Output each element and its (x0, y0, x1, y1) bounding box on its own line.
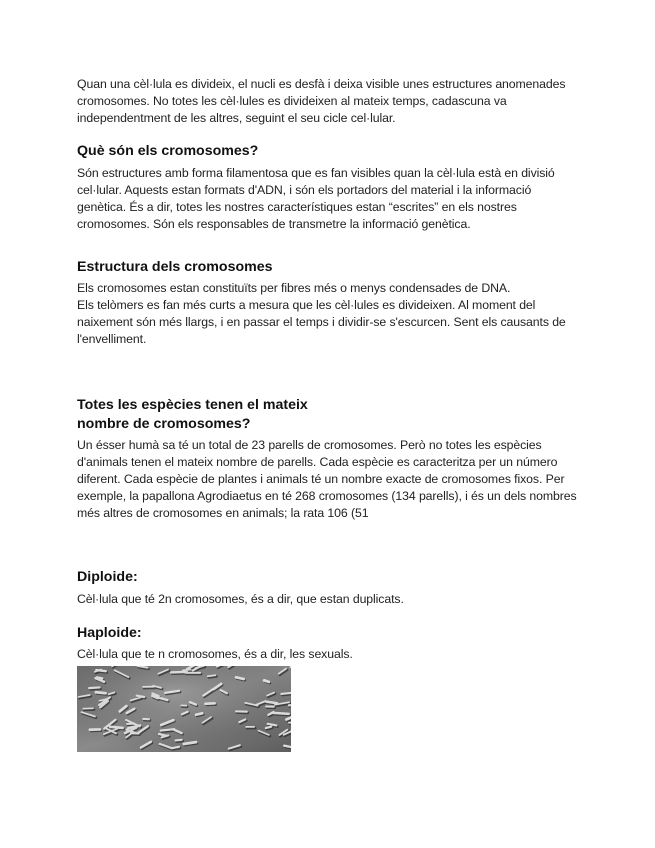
chromosome-strand (266, 727, 271, 728)
diploide-paragraph: Cèl·lula que té 2n cromosomes, és a dir, que estan duplicats. (77, 592, 404, 606)
chromosome-strand (281, 693, 291, 694)
chromosome-strand (161, 729, 175, 730)
chromosome-shadow (290, 724, 291, 725)
totes-especies-paragraph: Un ésser humà sa té un total de 23 parells de cromosomes. Però no totes les espècies d'animals tenen el mateix nombre de parells. Cada espècie es caracteritza per un número diferent. Cada espècie de plantes i animals té un nombre exacte de cromosomes fixos. Per exemple, la papallona Agrodiaetus en té 268 cromosomes (134 parells), i és un dels nombres més altres de cromosomes en animals; la rata 106 (51 (77, 438, 577, 520)
heading-que-son-cromosomes: Què són els cromosomes? (77, 143, 259, 159)
chromosome-strand (172, 747, 179, 748)
chromosome-strand (267, 702, 277, 703)
document-page (77, 76, 577, 752)
chromosome-strand (137, 696, 144, 697)
chromosome-strand (171, 672, 187, 673)
chromosomes-micrograph-image (77, 666, 291, 752)
heading-haploide: Haploide: (77, 625, 142, 641)
chromosome-strand (96, 692, 106, 693)
chromosome-strand (184, 742, 196, 744)
chromosome-strand (110, 727, 123, 728)
chromosome-strand (236, 677, 244, 679)
chromosome-strand (289, 723, 291, 724)
que-son-paragraph: Són estructures amb forma filamentosa que es fan visibles quan la cèl·lula està en divisió cel·lular. Aquests estan formats d'ADN, i són els portadors del material i la informació genètica. És a dir, totes les nostres característiques estan “escrites” en els nostres cromosomes. Són els responsables de transmetre la informació genètica. (77, 166, 555, 231)
intro-paragraph: Quan una cèl·lula es divideix, el nucli es desfà i deixa visible unes estructures anomenades cromosomes. No totes les cèl·lules es divideixen al mateix temps, cadascuna va independentment de les altres, seguint el seu cicle cel·lular. (77, 77, 566, 125)
chromosome-strand (196, 713, 202, 714)
heading-estructura-cromosomes: Estructura dels cromosomes (77, 259, 273, 275)
haploide-paragraph: Cèl·lula que te n cromosomes, és a dir, les sexuals. (77, 647, 353, 661)
chromosome-strand (264, 680, 269, 682)
chromosome-strand (176, 740, 182, 741)
heading-totes-especies-line-2: nombre de cromosomes? (77, 416, 251, 432)
chromosome-strand (208, 675, 216, 676)
chromosome-strand (89, 687, 99, 688)
heading-diploide: Diploide: (77, 569, 138, 585)
estructura-line-1: Els cromosomes estan constituïts per fibres més o menys condensades de DNA. (77, 281, 511, 295)
estructura-line-2: Els telòmers es fan més curts a mesura que les cèl·lules es divideixen. Al moment del naixement són més llargs, i en passar el temps i dividir-se s'escurcen. Sent els causants de l'envelliment. (77, 298, 566, 346)
chromosome-strand (273, 713, 289, 714)
heading-totes-especies-line-1: Totes les espècies tenen el mateix (77, 397, 308, 413)
chromosome-strand (97, 678, 102, 679)
